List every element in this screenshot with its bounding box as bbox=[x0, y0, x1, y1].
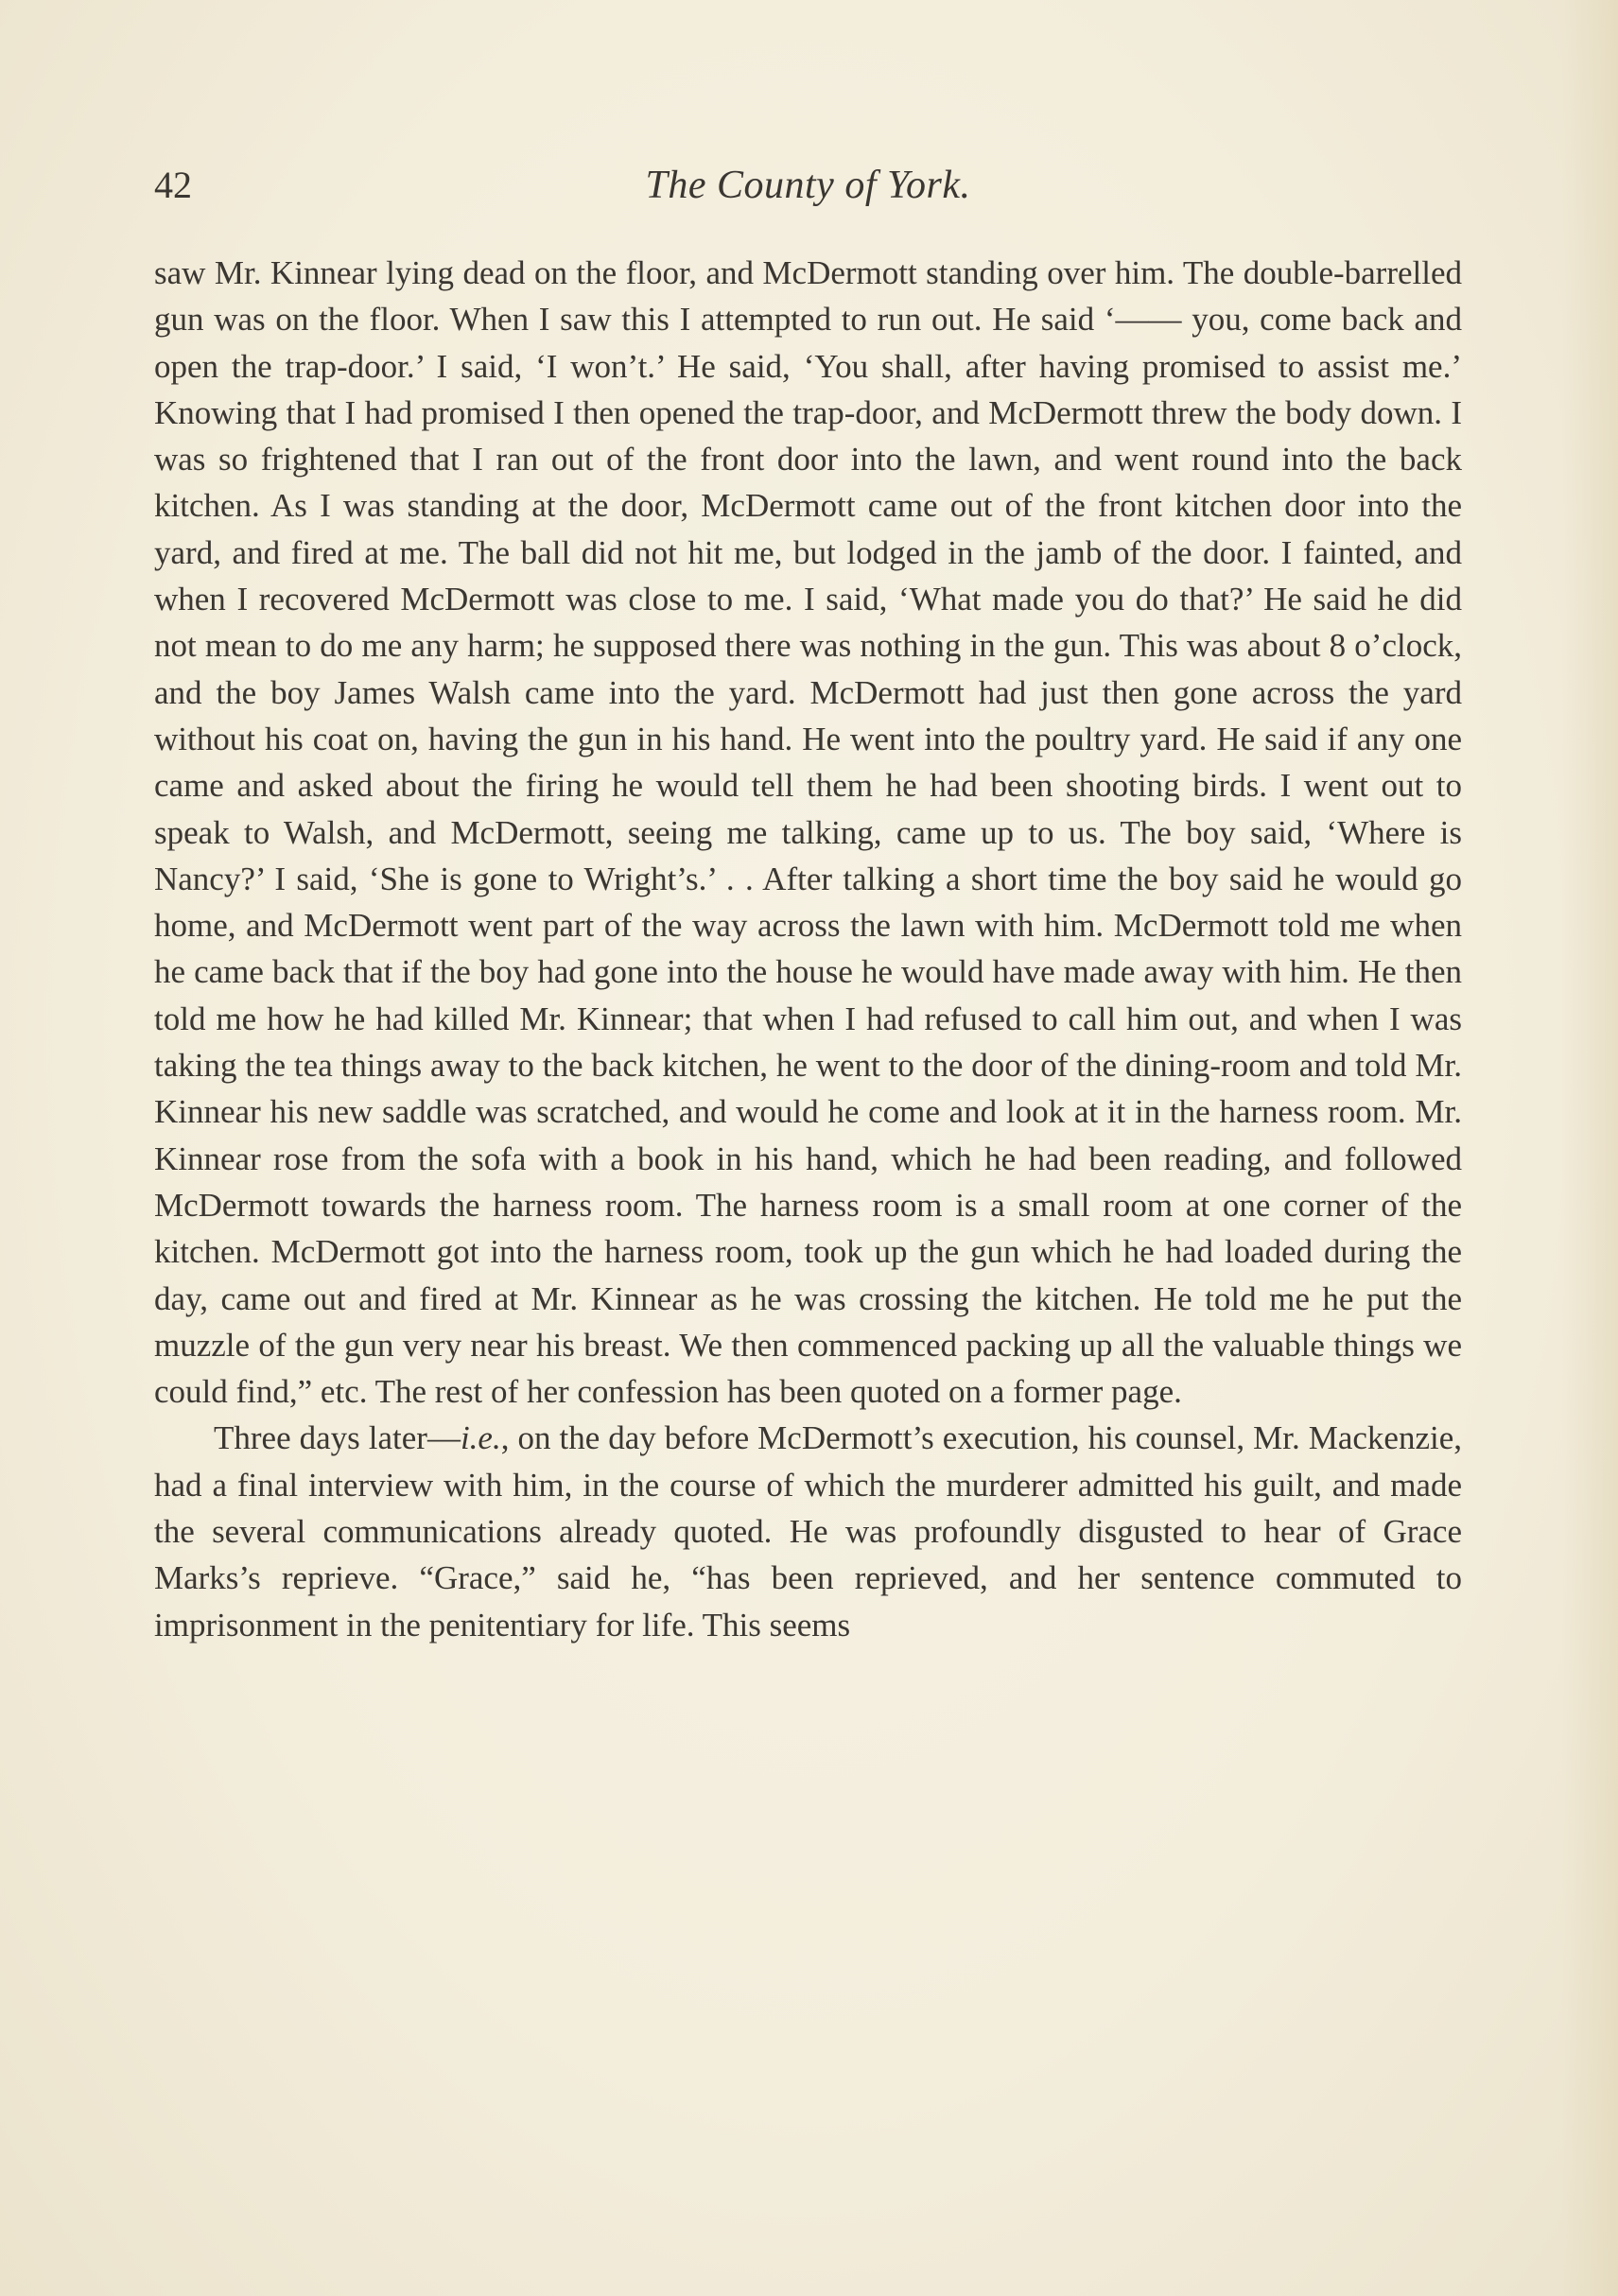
paragraph-text: , on the day before McDermott’s execution, his counsel, Mr. Mackenzie, had a final interview with him, in the course of which the murderer admitted his guilt, and made the several communications already quoted. He was profoundly disgusted to hear of Grace Marks’s reprieve. “Grace,” said he, “has been reprieved, and her sentence commuted to imprisonment in the penitentiary for life. This seems bbox=[154, 1419, 1462, 1644]
page-number: 42 bbox=[154, 164, 192, 206]
running-head bbox=[154, 163, 1462, 219]
body-text bbox=[154, 250, 1462, 1648]
running-title: The County of York. bbox=[645, 164, 971, 207]
paragraph-continued: saw Mr. Kinnear lying dead on the floor, and McDermott standing over him. The double-barrelled gun was on the floor. When I saw this I attempted to run out. He said ‘—— you, come back and open the trap-door.’ I said, ‘I won’t.’ He said, ‘You shall, after having promised to assist me.’ Knowing that I had promised I then opened the trap-door, and McDermott threw the body down. I was so frightened that I ran out of the front door into the lawn, and went round into the back kitchen. As I was standing at the door, McDermott came out of the front kitchen door into the yard, and fired at me. The ball did not hit me, but lodged in the jamb of the door. I fainted, and when I recovered McDermott was close to me. I said, ‘What made you do that?’ He said he did not mean to do me any harm; he supposed there was nothing in the gun. This was about 8 o’clock, and the boy James Walsh came into the yard. McDermott had just then gone across the yard without his coat on, having the gun in his hand. He went into the poultry yard. He said if any one came and asked about the firing he would tell them he had been shooting birds. I went out to speak to Walsh, and McDermott, seeing me talking, came up to us. The boy said, ‘Where is Nancy?’ I said, ‘She is gone to Wright’s.’ . . After talking a short time the boy said he would go home, and McDermott went part of the way across the lawn with him. McDermott told me when he came back that if the boy had gone into the house he would have made away with him. He then told me how he had killed Mr. Kinnear; that when I had refused to call him out, and when I was taking the tea things away to the back kitchen, he went to the door of the dining-room and told Mr. Kinnear his new saddle was scratched, and would he come and look at it in the harness room. Mr. Kinnear rose from the sofa with a book in his hand, which he had been reading, and followed McDermott towards the harness room. The harness room is a small room at one corner of the kitchen. McDermott got into the harness room, took up the gun which he had loaded during the day, came out and fired at Mr. Kinnear as he was crossing the kitchen. He told me he put the muzzle of the gun very near his breast. We then commenced packing up all the valuable things we could find,” etc. The rest of her confession has been quoted on a former page. bbox=[154, 254, 1462, 1411]
paragraph bbox=[154, 1415, 1462, 1647]
paragraph-text: Three days later— bbox=[214, 1419, 461, 1457]
italic-abbreviation: i.e. bbox=[460, 1419, 501, 1457]
